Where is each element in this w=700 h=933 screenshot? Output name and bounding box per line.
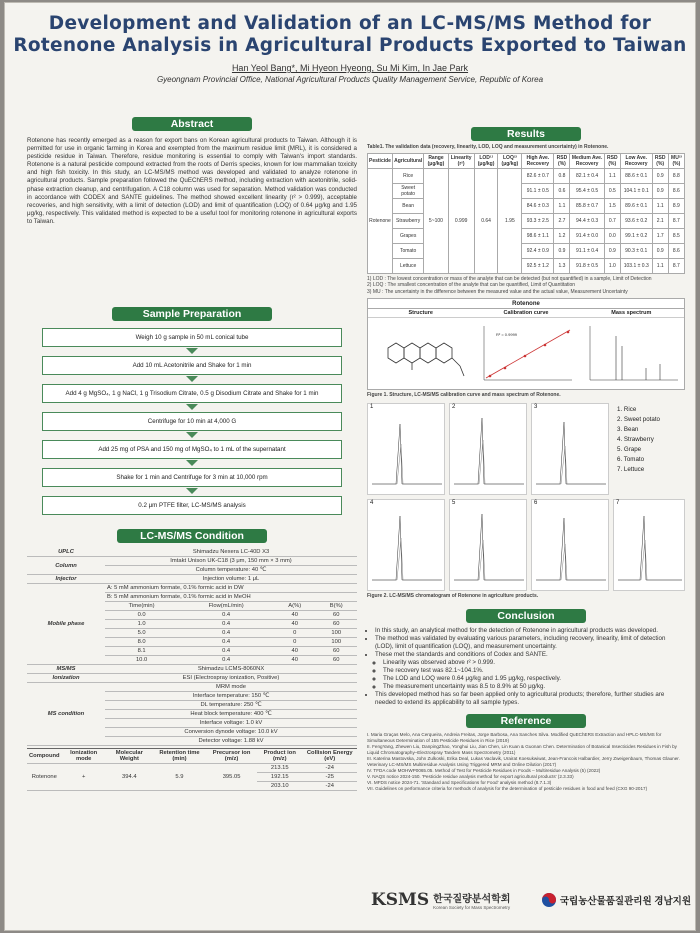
res-cell: 2.1	[652, 213, 668, 228]
res-cell: 1.1	[652, 258, 668, 273]
res-head: RSD (%)	[554, 153, 570, 168]
poster-title	[5, 3, 695, 57]
grad-cell: 10.0	[105, 656, 178, 665]
ksms-english: Korean Society for Mass Spectrometry	[433, 905, 511, 910]
grad-cell: 40	[274, 647, 315, 656]
ms-condition-value: DL temperature: 250 ℃	[105, 701, 357, 710]
prep-step: Centrifuge for 10 min at 4,000 G	[42, 412, 342, 431]
res-cell: Bean	[392, 198, 423, 213]
grad-cell: 60	[315, 611, 357, 620]
left-column	[27, 117, 357, 791]
chrom-trace	[614, 500, 686, 592]
res-cell: 92.4 ± 0.9	[522, 243, 554, 258]
reference-item: V. NAQS notice 2024-150. 'Pesticide residue analysis method for export agricultural products' (2.3.33)	[367, 774, 574, 779]
compound-table	[27, 748, 357, 791]
conclusion-subitem: ◦ The LOD and LOQ were 0.64 μg/kg and 1.95 μg/kg, respectively.	[383, 675, 685, 683]
res-head: Low Ave. Recovery	[620, 153, 652, 168]
uplc-key: UPLC	[27, 548, 105, 557]
res-cell: 0.6	[554, 183, 570, 198]
lcms-table	[27, 548, 357, 746]
authors: Han Yeol Bang*, Mi Hyeon Hyeong, Su Mi Kim, In Jae Park	[231, 63, 469, 73]
ms-condition-value: MRM mode	[105, 683, 357, 692]
fig1-col-headers	[368, 309, 684, 318]
chrom-trace	[368, 500, 446, 592]
cmp-head: Retention time (min)	[153, 749, 206, 764]
res-cell: 0.9	[604, 243, 620, 258]
prep-step: 0.2 μm PTFE filter, LC-MS/MS analysis	[42, 496, 342, 515]
collision-energy: -24	[302, 764, 357, 773]
res-cell: 1.5	[604, 198, 620, 213]
precursor-ion: 395.05	[206, 764, 257, 791]
product-ion: 192.15	[257, 773, 302, 782]
res-cell: 91.1 ± 0.5	[522, 183, 554, 198]
sample-prep-flow	[27, 328, 357, 515]
chromatogram	[531, 403, 609, 495]
res-cell: 8.8	[668, 168, 684, 183]
chrom-trace	[532, 500, 610, 592]
product-ion: 203.10	[257, 782, 302, 791]
prep-step: Shake for 1 min and Centrifuge for 3 min at 10,000 rpm	[42, 468, 342, 487]
down-arrow-icon	[186, 488, 198, 494]
chromatogram	[367, 499, 445, 591]
column-key: Column	[27, 557, 105, 575]
chrom-trace	[450, 404, 528, 496]
res-cell: 0.9	[554, 243, 570, 258]
down-arrow-icon	[186, 460, 198, 466]
legend-item: 2. Sweet potato	[617, 415, 660, 423]
grad-cell: 0	[274, 638, 315, 647]
poster	[4, 2, 696, 931]
linearity: 0.999	[448, 168, 474, 273]
res-cell: 8.7	[668, 258, 684, 273]
res-head: High Ave. Recovery	[522, 153, 554, 168]
grad-cell: 0.4	[178, 638, 274, 647]
grad-head: Time(min)	[105, 602, 178, 611]
rotenone-structure-icon	[388, 343, 464, 376]
conclusion-subitem: ◦ Linearity was observed above r² > 0.999.	[383, 659, 685, 667]
prep-step: Add 10 mL Acetonitrile and Shake for 1 min	[42, 356, 342, 375]
table-notes	[367, 276, 685, 296]
cmp-head: Collision Energy (eV)	[302, 749, 357, 764]
grad-cell: 60	[315, 647, 357, 656]
mobile-phase-key: Mobile phase	[27, 584, 105, 665]
res-cell: 1.1	[604, 168, 620, 183]
res-cell: 0.9	[652, 183, 668, 198]
uplc-value: Shimadzu Nexera LC-40D X3	[105, 548, 357, 557]
conclusion-item: • This developed method has so far been applied only to agricultural products; therefore, further studies are needed to extend its applicability to all sample types.	[375, 691, 685, 707]
legend-item: 7. Lettuce	[617, 465, 645, 473]
ms-condition-value: Heat block temperature: 400 ℃	[105, 710, 357, 719]
ksms-mark: KSMS	[371, 890, 430, 910]
res-cell: 1.1	[554, 198, 570, 213]
cmp-head: Precursor ion (m/z)	[206, 749, 257, 764]
grad-cell: 40	[274, 611, 315, 620]
res-cell: 8.5	[668, 228, 684, 243]
range: 5~100	[424, 168, 448, 273]
res-cell: 85.8 ± 0.7	[570, 198, 604, 213]
res-cell: 103.1 ± 0.3	[620, 258, 652, 273]
res-head: Pesticide	[368, 153, 393, 168]
grad-cell: 8.1	[105, 647, 178, 656]
res-cell: 91.1 ± 0.4	[570, 243, 604, 258]
legend-item: 4. Strawberry	[617, 435, 654, 443]
cmp-head: Product ion (m/z)	[257, 749, 302, 764]
grad-head: Flow(mL/min)	[178, 602, 274, 611]
mobile-phase-a: A: 5 mM ammonium formate, 0.1% formic acid in DW	[105, 584, 357, 593]
legend-item: 3. Bean	[617, 425, 639, 433]
abstract-heading: Abstract	[132, 117, 252, 131]
res-cell: 0.5	[604, 183, 620, 198]
res-cell: 8.6	[668, 183, 684, 198]
fig2-caption: Figure 2. LC-MS/MS chromatogram of Rotenone in agriculture products.	[367, 592, 539, 599]
collision-energy: -24	[302, 782, 357, 791]
res-cell: 1.3	[554, 258, 570, 273]
chrom-label: 1	[370, 403, 374, 410]
res-cell: 82.1 ± 0.4	[570, 168, 604, 183]
figure1	[367, 298, 685, 390]
res-cell: 93.3 ± 2.5	[522, 213, 554, 228]
res-cell: 0.9	[652, 243, 668, 258]
chrom-label: 5	[452, 499, 456, 506]
res-cell: 95.4 ± 0.5	[570, 183, 604, 198]
reference-item: III. Katerina Mastovska, John Zulkoski, Erika Deal, Lukas Vaclavik, Urairat Koesukwiwat, Jean-Francois Halbardier, Jerry Zweigenbaum, Thomas Glauner. Veterinary LC-MS/MS Multiresidue Analysis Using Triggered MRM and Online Dilution (2017)	[367, 756, 680, 767]
res-cell: Sweet potato	[392, 183, 423, 198]
reference-item: II. FengYang, Zhewen Liu, DanpingZhao, Yonghui Liu, Jian Chen, Lin Kuan & Guonan Chen. Determination of Botanical Insecticides Residues in Fish by Liquid Chromatography–Electrospray Tandem Mass Spectrometry (2011)	[367, 744, 677, 755]
column-temperature: Column temperature: 40 ℃	[105, 566, 357, 575]
chromatogram	[449, 499, 527, 591]
mobile-phase-b: B: 5 mM ammonium formate, 0.1% formic acid in MeOH	[105, 593, 357, 602]
grad-cell: 100	[315, 629, 357, 638]
lcms-heading: LC-MS/MS Condition	[117, 529, 267, 543]
conclusion-subitem: ◦ The measurement uncertainty was 8.5 to 8.9% at 50 μg/kg.	[383, 683, 685, 691]
down-arrow-icon	[186, 376, 198, 382]
reference-item: I. Maria Graças Melo, Ana Cerqueira, Andreia Freitas, Jorge Barbosa, Ana Sanches Silva. Modified QuEChERS Extraction and HPLC-MS/MS for Simultaneous Determination of 155 Pesticide Residues in Rice (2019)	[367, 732, 662, 743]
res-cell: Strawberry	[392, 213, 423, 228]
cmp-head: Compound	[27, 749, 62, 764]
mass-spectrum	[590, 326, 678, 380]
sample-prep-heading: Sample Preparation	[112, 307, 272, 321]
results-table	[367, 153, 685, 274]
chromatogram	[531, 499, 609, 591]
compound-name: Rotenone	[27, 764, 62, 791]
res-cell: Tomato	[392, 243, 423, 258]
injector-key: Injector	[27, 575, 105, 584]
conclusion-item: • The method was validated by evaluating various parameters, including recovery, linearity, limit of detection (LOD), limit of quantification (LOQ), and measurement uncertainty.	[375, 635, 685, 651]
reference-item: VI. MFDS notice 2024-71. 'Standard and Specifications for Food' analysis method (8.7.1.3)	[367, 780, 552, 785]
ionization-value: ESI (Electrospray ionization, Positive)	[105, 674, 357, 683]
chrom-trace	[368, 404, 446, 496]
ionization-key: Ionization	[27, 674, 105, 683]
res-cell: 1.7	[652, 228, 668, 243]
grad-cell: 0	[274, 629, 315, 638]
chrom-trace	[532, 404, 610, 496]
ms-condition-value: Interface voltage: 1.0 kV	[105, 719, 357, 728]
title-line-2: Rotenone Analysis in Agricultural Products Exported to Taiwan	[13, 35, 687, 56]
res-cell: 89.6 ± 0.1	[620, 198, 652, 213]
res-cell: 84.6 ± 0.3	[522, 198, 554, 213]
res-cell: 0.8	[554, 168, 570, 183]
conclusion-item: • These met the standards and conditions of Codex and SANTE.	[375, 651, 685, 659]
conclusion-list	[367, 627, 685, 707]
res-head: Agricultural	[392, 153, 423, 168]
injector-value: Injection volume: 1 μL	[105, 575, 357, 584]
res-cell: 98.6 ± 1.1	[522, 228, 554, 243]
reference-item: IV. TFDA code MOHWP0065.05. Method of Test for Pesticide Residues in Foods – Multiresidue Analysis (5) (2022)	[367, 768, 601, 773]
lod: 0.64	[474, 168, 498, 273]
conclusion-heading: Conclusion	[466, 609, 586, 623]
legend-item: 6. Tomato	[617, 455, 645, 463]
res-cell: 90.3 ± 0.1	[620, 243, 652, 258]
grad-cell: 40	[274, 620, 315, 629]
results-heading: Results	[471, 127, 581, 141]
abstract-text: Rotenone has recently emerged as a reason for export bans on Korean agricultural products to Taiwan. Although it is permitted for use in organic farming in Korea and exempted from the maximum residue limit (MRL), it is considered a pesticide residue in Taiwan. Therefore, residue monitoring is essential to comply with Taiwan's import standards. Rotenone is a natural pesticide compound extracted from the roots of Derris species, known for low mammalian toxicity and high fish toxicity. In this study, an LC-MS/MS method was developed and validated to analyze rotenone in agricultural products. Sample preparation followed the QuEChERS method, including extraction with acetonitrile, solid-phase extraction cleanup, and centrifugation. A C18 column was used for separation. Method validation was conducted in accordance with CODEX and SANTE guidelines. The method showed excellent linearity (r² > 0.999), acceptable recoveries, and high sensitivity, with a limit of detection (LOD) and limit of quantification (LOQ) of 0.64 μg/kg and 1.95 μg/kg, respectively. This validated method is expected to be a useful tool for monitoring rotenone in agricultural exports to Taiwan.	[27, 137, 357, 225]
res-cell: 104.1 ± 0.1	[620, 183, 652, 198]
fig1-col-head: Mass spectrum	[611, 310, 652, 316]
res-cell: 1.2	[554, 228, 570, 243]
grad-cell: 5.0	[105, 629, 178, 638]
molecular-weight: 394.4	[106, 764, 153, 791]
res-head: Linearity (r²)	[448, 153, 474, 168]
conclusion-subitem: ◦ The recovery test was 82.1~104.1%.	[383, 667, 685, 675]
prep-step: Add 4 g MgSO₄, 1 g NaCl, 1 g Trisodium Citrate, 0.5 g Disodium Citrate and Shake for 1 min	[42, 384, 342, 403]
res-head: Medium Ave. Recovery	[571, 154, 603, 167]
ms-condition-value: Conversion dynode voltage: 10.0 kV	[105, 728, 357, 737]
grad-cell: 60	[315, 620, 357, 629]
res-cell: 99.1 ± 0.2	[620, 228, 652, 243]
res-head: Range (μg/kg)	[424, 153, 448, 168]
down-arrow-icon	[186, 404, 198, 410]
res-cell: 8.6	[668, 243, 684, 258]
grad-cell: 1.0	[105, 620, 178, 629]
pesticide-name: Rotenone	[368, 168, 393, 273]
grad-cell: 0.0	[105, 611, 178, 620]
grad-head: A(%)	[274, 602, 315, 611]
res-cell: 1.1	[652, 198, 668, 213]
chrom-label: 4	[370, 499, 374, 506]
figure2	[367, 403, 685, 593]
chrom-trace	[450, 500, 528, 592]
ms-condition-key: MS condition	[27, 683, 105, 746]
res-cell: 8.9	[668, 198, 684, 213]
res-head: LOD¹⁾ (μg/kg)	[474, 153, 498, 168]
ksms-korean: 한국질량분석학회	[433, 894, 511, 905]
naqs-name: 국립농산물품질관리원 경남지원	[559, 896, 691, 907]
affiliation: Gyeongnam Provincial Office, National Agricultural Products Quality Management Service, Republic of Korea	[156, 75, 544, 84]
res-cell: 0.0	[604, 228, 620, 243]
res-cell: 91.8 ± 0.5	[570, 258, 604, 273]
taegeuk-icon	[541, 892, 557, 908]
naqs-logo	[541, 892, 691, 908]
chromatogram	[449, 403, 527, 495]
msms-value: Shimadzu LCMS-8060NX	[105, 665, 357, 674]
res-cell: 0.9	[652, 168, 668, 183]
fig1-graphics	[368, 318, 684, 390]
chrom-label: 6	[534, 499, 538, 506]
res-head: RSD (%)	[652, 153, 668, 168]
prep-step: Add 25 mg of PSA and 150 mg of MgSO₄ to 1 mL of the supernatant	[42, 440, 342, 459]
r-squared-label: R² = 0.9999	[496, 332, 518, 337]
fig1-col-head: Calibration curve	[503, 310, 549, 316]
grad-cell: 100	[315, 638, 357, 647]
note: 2) LOQ : The smallest concentration of the analyte that can be quantified, Limit of Quantitation	[367, 282, 576, 288]
down-arrow-icon	[186, 348, 198, 354]
grad-cell: 0.4	[178, 647, 274, 656]
chrom-label: 2	[452, 403, 456, 410]
retention-time: 5.9	[153, 764, 206, 791]
reference-item: VII. Guidelines on performance criteria for methods of analysis for the determination of pesticide residues in food and feed (CXG 90-2017)	[367, 786, 648, 791]
res-cell: 8.7	[668, 213, 684, 228]
cmp-head: Molecular Weight	[106, 749, 153, 764]
reference-heading: Reference	[466, 714, 586, 728]
ksms-logo	[371, 890, 510, 910]
ion-mode: +	[62, 764, 106, 791]
title-line-1: Development and Validation of an LC-MS/MS Method for	[48, 13, 652, 34]
fig1-title: Rotenone	[368, 299, 684, 309]
msms-key: MS/MS	[27, 665, 105, 674]
res-cell: 94.4 ± 0.3	[570, 213, 604, 228]
cmp-head: Ionization mode	[62, 749, 106, 764]
collision-energy: -25	[302, 773, 357, 782]
res-cell: Lettuce	[392, 258, 423, 273]
grad-cell: 0.4	[178, 656, 274, 665]
res-cell: 88.6 ± 0.1	[620, 168, 652, 183]
res-cell: 92.5 ± 1.2	[522, 258, 554, 273]
res-cell: 93.6 ± 0.2	[620, 213, 652, 228]
logo-footer	[371, 883, 691, 917]
res-cell: 2.7	[554, 213, 570, 228]
grad-cell: 60	[315, 656, 357, 665]
res-cell: 82.6 ± 0.7	[522, 168, 554, 183]
res-head: RSD (%)	[604, 153, 620, 168]
res-cell: 91.4 ± 0.0	[570, 228, 604, 243]
reference-list	[367, 732, 685, 792]
grad-cell: 8.0	[105, 638, 178, 647]
res-head: LOQ²⁾ (μg/kg)	[498, 153, 522, 168]
product-ion: 213.15	[257, 764, 302, 773]
fig1-caption: Figure 1. Structure, LC-MS/MS calibration curve and mass spectrum of Rotenone.	[367, 392, 561, 398]
conclusion-item: • In this study, an analytical method for the detection of Rotenone in agricultural products was developed.	[375, 627, 685, 635]
column-value: Imtakt Unison UK-C18 (3 μm, 150 mm × 3 mm)	[105, 557, 357, 566]
chrom-label: 3	[534, 403, 538, 410]
right-column	[367, 127, 685, 792]
loq: 1.95	[498, 168, 522, 273]
res-cell: Rice	[392, 168, 423, 183]
grad-cell: 40	[274, 656, 315, 665]
down-arrow-icon	[186, 432, 198, 438]
grad-cell: 0.4	[178, 620, 274, 629]
ms-condition-value: Detector voltage: 1.88 kV	[105, 737, 357, 746]
grad-cell: 0.4	[178, 629, 274, 638]
ms-condition-value: Interface temperature: 150 ℃	[105, 692, 357, 701]
table1-caption: Table1. The validation data (recovery, linearity, LOD, LOQ and measurement uncertainty) in Rotenone.	[367, 144, 609, 150]
chrom-legend	[617, 405, 660, 475]
grad-head: B(%)	[315, 602, 357, 611]
note: 3) MU : The uncertainty in the difference between the measured value and the actual value, Measurement Uncertainty	[367, 288, 628, 295]
grad-cell: 0.4	[178, 611, 274, 620]
legend-item: 1. Rice	[617, 405, 637, 413]
chromatogram	[613, 499, 685, 591]
chromatogram	[367, 403, 445, 495]
prep-step: Weigh 10 g sample in 50 mL conical tube	[42, 328, 342, 347]
fig1-col-head: Structure	[408, 310, 433, 316]
legend-item: 5. Grape	[617, 445, 642, 453]
res-cell: 1.0	[604, 258, 620, 273]
res-cell: 0.7	[604, 213, 620, 228]
res-head: MU³⁾ (%)	[668, 153, 684, 168]
chrom-label: 7	[616, 499, 620, 506]
note: 1) LOD : The lowest concentration or mass of the analyte that can be detected (but not quantified) in a sample, Limit of Detection	[367, 275, 652, 282]
res-cell: Grapes	[392, 228, 423, 243]
